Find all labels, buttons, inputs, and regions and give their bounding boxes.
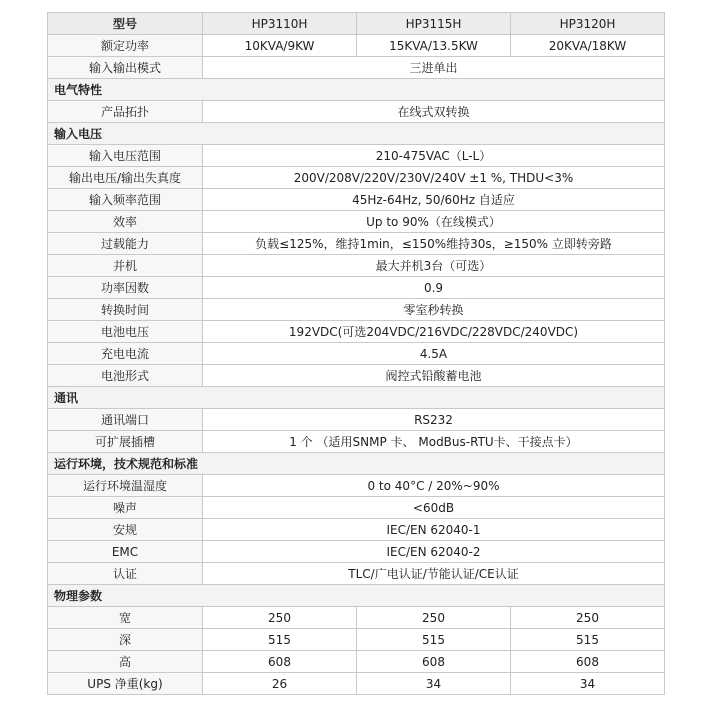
cell-value: 515 [203, 629, 357, 651]
table-row [48, 365, 665, 387]
table-row [48, 475, 665, 497]
header-row [48, 13, 665, 35]
row-label: 产品拓扑 [48, 101, 203, 123]
row-label: UPS 净重(kg) [48, 673, 203, 695]
row-label: 宽 [48, 607, 203, 629]
cell-value: 在线式双转换 [203, 101, 665, 123]
rated-power-row [48, 35, 665, 57]
cell-value: 45Hz-64Hz, 50/60Hz 自适应 [203, 189, 665, 211]
row-label: 运行环境温湿度 [48, 475, 203, 497]
cell-value: 0.9 [203, 277, 665, 299]
row-label: 噪声 [48, 497, 203, 519]
model-1: HP3110H [203, 13, 357, 35]
table-row [48, 211, 665, 233]
cell-value: 4.5A [203, 343, 665, 365]
model-3: HP3120H [511, 13, 665, 35]
table-row [48, 629, 665, 651]
cell-value: 608 [203, 651, 357, 673]
table-row [48, 563, 665, 585]
model-label: 型号 [48, 13, 203, 35]
row-label: 安规 [48, 519, 203, 541]
cell-value: TLC/广电认证/节能认证/CE认证 [203, 563, 665, 585]
cell-value: 负载≤125%，维持1min，≤150%维持30s，≥150% 立即转旁路 [203, 233, 665, 255]
row-label: 转换时间 [48, 299, 203, 321]
row-label: 输出电压/输出失真度 [48, 167, 203, 189]
section-environment [48, 453, 665, 475]
cell-value: 192VDC(可选204VDC/216VDC/228VDC/240VDC) [203, 321, 665, 343]
cell-value: 三进单出 [203, 57, 665, 79]
row-label: 高 [48, 651, 203, 673]
cell-value: 608 [357, 651, 511, 673]
model-2: HP3115H [357, 13, 511, 35]
cell-value: 26 [203, 673, 357, 695]
table-row [48, 431, 665, 453]
cell-value: 34 [511, 673, 665, 695]
cell-value: 250 [511, 607, 665, 629]
cell-value: 250 [203, 607, 357, 629]
cell-value: 608 [511, 651, 665, 673]
row-label: 效率 [48, 211, 203, 233]
row-label: 电池形式 [48, 365, 203, 387]
table-row [48, 189, 665, 211]
table-row [48, 255, 665, 277]
table-row [48, 299, 665, 321]
row-label: 并机 [48, 255, 203, 277]
table-row [48, 101, 665, 123]
cell-value: 34 [357, 673, 511, 695]
table-row [48, 277, 665, 299]
table-row [48, 233, 665, 255]
table-row [48, 519, 665, 541]
row-label: 过载能力 [48, 233, 203, 255]
row-label: 输入频率范围 [48, 189, 203, 211]
table-row [48, 607, 665, 629]
table-row [48, 167, 665, 189]
cell-value: 1 个 （适用SNMP 卡、 ModBus-RTU卡、干接点卡） [203, 431, 665, 453]
cell-value: 零室秒转换 [203, 299, 665, 321]
cell-value: IEC/EN 62040-1 [203, 519, 665, 541]
cell-value: 15KVA/13.5KW [357, 35, 511, 57]
table-row [48, 343, 665, 365]
row-label: 可扩展插槽 [48, 431, 203, 453]
row-label: 输入输出模式 [48, 57, 203, 79]
section-comm [48, 387, 665, 409]
section-electrical [48, 79, 665, 101]
row-label: 输入电压范围 [48, 145, 203, 167]
table-row [48, 673, 665, 695]
row-label: EMC [48, 541, 203, 563]
cell-value: 最大并机3台（可选） [203, 255, 665, 277]
cell-value: 515 [511, 629, 665, 651]
cell-value: 20KVA/18KW [511, 35, 665, 57]
cell-value: 200V/208V/220V/230V/240V ±1 %, THDU<3% [203, 167, 665, 189]
row-label: 通讯端口 [48, 409, 203, 431]
table-row [48, 541, 665, 563]
section-title: 输入电压 [48, 123, 665, 145]
cell-value: IEC/EN 62040-2 [203, 541, 665, 563]
table-row [48, 651, 665, 673]
section-title: 通讯 [48, 387, 665, 409]
io-mode-row [48, 57, 665, 79]
cell-value: 210-475VAC（L-L） [203, 145, 665, 167]
table-row [48, 497, 665, 519]
section-input-voltage [48, 123, 665, 145]
row-label: 额定功率 [48, 35, 203, 57]
cell-value: 阀控式铅酸蓄电池 [203, 365, 665, 387]
section-physical [48, 585, 665, 607]
section-title: 物理参数 [48, 585, 665, 607]
cell-value: 515 [357, 629, 511, 651]
cell-value: <60dB [203, 497, 665, 519]
table-row [48, 321, 665, 343]
spec-table [47, 12, 665, 695]
row-label: 认证 [48, 563, 203, 585]
table-row [48, 409, 665, 431]
section-title: 运行环境，技术规范和标准 [48, 453, 665, 475]
row-label: 功率因数 [48, 277, 203, 299]
cell-value: 0 to 40°C / 20%~90% [203, 475, 665, 497]
table-row [48, 145, 665, 167]
cell-value: Up to 90%（在线模式） [203, 211, 665, 233]
cell-value: 250 [357, 607, 511, 629]
cell-value: 10KVA/9KW [203, 35, 357, 57]
row-label: 深 [48, 629, 203, 651]
row-label: 电池电压 [48, 321, 203, 343]
cell-value: RS232 [203, 409, 665, 431]
section-title: 电气特性 [48, 79, 665, 101]
row-label: 充电电流 [48, 343, 203, 365]
